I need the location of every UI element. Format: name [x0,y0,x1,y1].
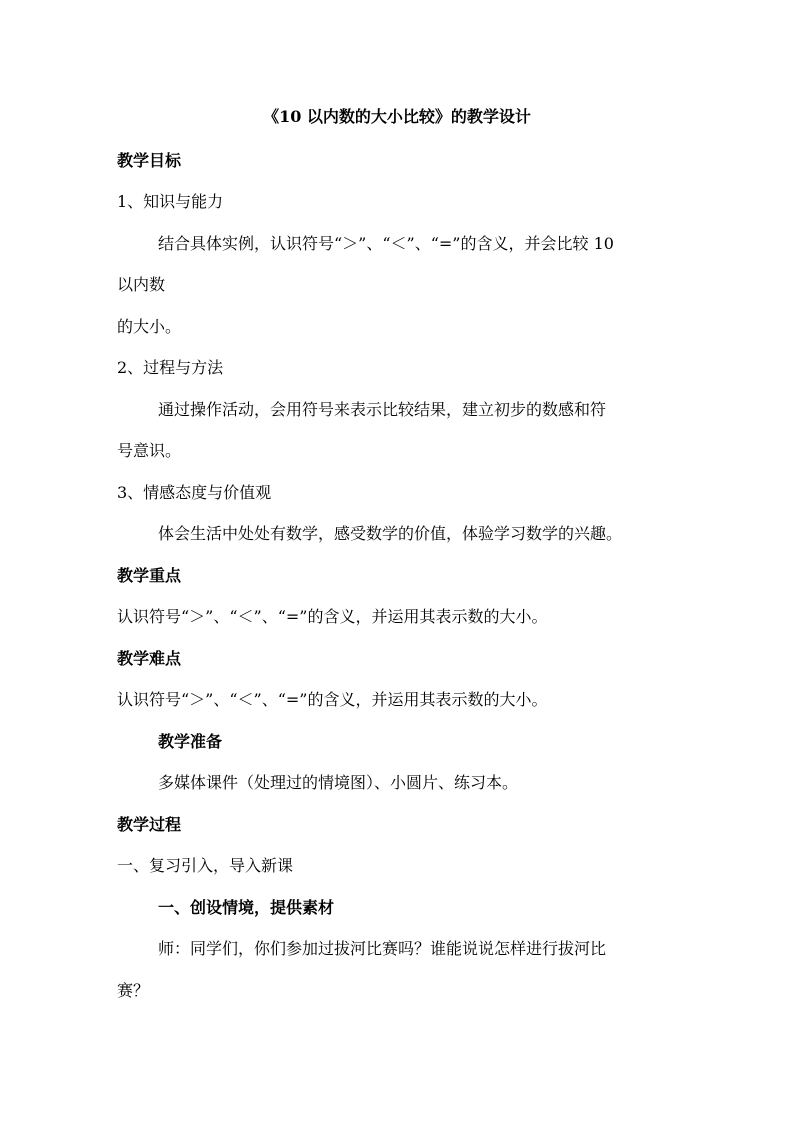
objective-3-heading: 3、情感态度与价值观 [117,483,272,502]
difficulty-text: 认识符号“＞”、“＜”、“=”的含义，并运用其表示数的大小。 [117,690,548,709]
process-heading: 教学过程 [117,815,182,834]
objective-1-text-cont: 以内数 [117,275,166,294]
difficulty-heading: 教学难点 [117,649,182,668]
objective-2-text-cont: 号意识。 [117,441,182,460]
preparation-text: 多媒体课件（处理过的情境图）、小圆片、练习本。 [158,773,519,792]
objective-1-text-cont2: 的大小。 [117,317,182,336]
objective-1-text: 结合具体实例，认识符号“＞”、“＜”、“=”的含义，并会比较 10 [158,234,614,253]
teacher-dialogue: 师：同学们，你们参加过拔河比赛吗？谁能说说怎样进行拔河比 [158,939,607,958]
objective-1-heading: 1、知识与能力 [117,192,224,211]
objective-3-text: 体会生活中处处有数学，感受数学的价值，体验学习数学的兴趣。 [158,524,623,543]
teacher-dialogue-cont: 赛？ [117,981,150,1000]
objectives-heading: 教学目标 [117,151,182,170]
document-title: 《10 以内数的大小比较》的教学设计 [263,107,531,126]
preparation-heading: 教学准备 [158,732,223,751]
process-substep-1: 一、创设情境，提供素材 [158,898,335,917]
objective-2-text: 通过操作活动，会用符号来表示比较结果，建立初步的数感和符 [158,400,607,419]
objective-2-heading: 2、过程与方法 [117,358,224,377]
key-points-heading: 教学重点 [117,566,182,585]
key-points-text: 认识符号“＞”、“＜”、“=”的含义，并运用其表示数的大小。 [117,607,548,626]
process-step-1: 一、复习引入，导入新课 [117,856,294,875]
